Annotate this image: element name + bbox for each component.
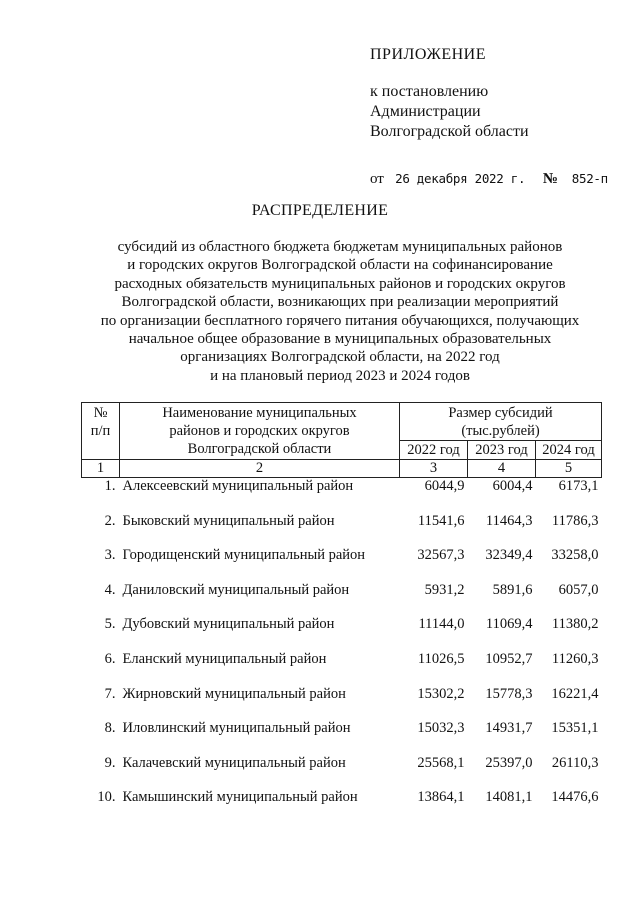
row-value-2022: 25568,1 <box>417 754 465 771</box>
row-name: Калачевский муниципальный район <box>122 754 346 771</box>
table-row <box>82 547 602 582</box>
subsidy-table <box>81 402 602 824</box>
subtitle-line: и городских округов Волгоградской области на софинансирование <box>127 257 553 274</box>
row-value-2024: 11380,2 <box>551 616 599 633</box>
row-number: 2. <box>104 512 116 529</box>
row-value-2024: 6057,0 <box>558 581 599 598</box>
header-name-line: Волгоградской области <box>187 441 332 457</box>
table-row <box>82 616 602 651</box>
row-number: 1. <box>104 478 116 494</box>
header-number-abbr: п/п <box>90 423 111 439</box>
row-value-2022: 6044,9 <box>424 478 465 494</box>
row-value-2024: 26110,3 <box>551 754 599 771</box>
table-row <box>82 651 602 686</box>
table-row <box>82 755 602 790</box>
number-label: № <box>542 171 558 187</box>
row-value-2023: 15778,3 <box>485 685 533 702</box>
row-name: Иловлинский муниципальный район <box>122 720 351 737</box>
appendix-title: ПРИЛОЖЕНИЕ <box>370 46 487 63</box>
row-number: 5. <box>104 616 116 633</box>
resolution-date: 26 декабря 2022 г. <box>395 171 526 186</box>
header-name-line: районов и городских округов <box>169 423 350 439</box>
header-number <box>82 403 120 460</box>
header-number-symbol: № <box>93 405 108 421</box>
row-value-2024: 11786,3 <box>551 512 599 529</box>
row-value-2022: 15302,2 <box>417 685 465 702</box>
row-value-2023: 5891,6 <box>492 581 533 598</box>
row-name: Городищенский муниципальный район <box>122 547 366 564</box>
column-index: 5 <box>536 460 602 478</box>
row-name: Камышинский муниципальный район <box>122 789 358 806</box>
subtitle-line: и на плановый период 2023 и 2024 годов <box>210 367 470 384</box>
row-number: 10. <box>97 789 116 806</box>
row-number: 7. <box>104 685 116 702</box>
row-value-2024: 16221,4 <box>551 685 599 702</box>
subtitle-line: расходных обязательств муниципальных районов и городских округов <box>114 275 566 292</box>
row-value-2024: 11260,3 <box>551 650 599 667</box>
document-title: РАСПРЕДЕЛЕНИЕ <box>251 202 389 219</box>
row-value-2024: 33258,0 <box>551 547 599 564</box>
header-year-2023: 2023 год <box>468 441 536 460</box>
header-year-2022: 2022 год <box>400 441 468 460</box>
subtitle-line: Волгоградской области, возникающих при реализации мероприятий <box>121 294 559 311</box>
row-number: 3. <box>104 547 116 564</box>
row-number: 9. <box>104 754 116 771</box>
row-number: 6. <box>104 650 116 667</box>
header-subsidy-size <box>400 403 602 441</box>
row-value-2024: 15351,1 <box>551 720 599 737</box>
resolution-line: Волгоградской области <box>370 123 529 140</box>
row-value-2022: 11144,0 <box>418 616 465 633</box>
document-subtitle <box>60 238 620 385</box>
row-name: Быковский муниципальный район <box>122 512 335 529</box>
row-value-2023: 25397,0 <box>485 754 533 771</box>
column-index: 2 <box>120 460 400 478</box>
row-number: 4. <box>104 581 116 598</box>
row-value-2023: 11464,3 <box>485 512 533 529</box>
subtitle-line: субсидий из областного бюджета бюджетам муниципальных районов <box>117 239 563 255</box>
date-prefix: от <box>370 171 384 187</box>
resolution-date-line <box>370 169 608 189</box>
table-row <box>82 686 602 721</box>
subtitle-line: начальное общее образование в муниципальных образовательных <box>128 331 552 348</box>
row-value-2024: 6173,1 <box>558 478 599 494</box>
resolution-line: Администрации <box>370 103 481 120</box>
header-name-line: Наименование муниципальных <box>162 405 357 421</box>
row-number: 8. <box>104 720 116 737</box>
resolution-number: 852-п <box>571 171 608 186</box>
row-name: Жирновский муниципальный район <box>122 685 346 702</box>
column-index: 4 <box>468 460 536 478</box>
row-value-2024: 14476,6 <box>551 789 599 806</box>
row-name: Алексеевский муниципальный район <box>122 478 354 494</box>
table-row <box>82 513 602 548</box>
header-year-2024: 2024 год <box>536 441 602 460</box>
row-value-2022: 15032,3 <box>417 720 465 737</box>
subtitle-line: по организации бесплатного горячего питания обучающихся, получающих <box>100 312 580 329</box>
table-row <box>82 478 602 513</box>
resolution-reference <box>370 82 608 142</box>
header-size-line: Размер субсидий <box>448 405 553 421</box>
appendix-block <box>370 45 608 189</box>
column-index: 3 <box>400 460 468 478</box>
resolution-line: к постановлению <box>370 83 489 100</box>
row-value-2023: 10952,7 <box>485 650 533 667</box>
row-value-2022: 32567,3 <box>417 547 465 564</box>
row-value-2022: 5931,2 <box>424 581 465 598</box>
row-value-2023: 11069,4 <box>485 616 533 633</box>
row-value-2023: 32349,4 <box>485 547 533 564</box>
header-size-unit: (тыс.рублей) <box>461 423 540 439</box>
table-row <box>82 582 602 617</box>
row-value-2023: 6004,4 <box>492 478 533 494</box>
subtitle-line: организациях Волгоградской области, на 2022 год <box>180 349 500 366</box>
header-name <box>120 403 400 460</box>
row-name: Еланский муниципальный район <box>122 650 327 667</box>
row-name: Даниловский муниципальный район <box>122 581 350 598</box>
row-value-2023: 14081,1 <box>485 789 533 806</box>
row-value-2022: 13864,1 <box>417 789 465 806</box>
row-value-2022: 11541,6 <box>417 512 465 529</box>
row-value-2022: 11026,5 <box>417 650 465 667</box>
table-row <box>82 720 602 755</box>
column-index: 1 <box>82 460 120 478</box>
row-name: Дубовский муниципальный район <box>122 616 335 633</box>
row-value-2023: 14931,7 <box>485 720 533 737</box>
table-row <box>82 789 602 824</box>
